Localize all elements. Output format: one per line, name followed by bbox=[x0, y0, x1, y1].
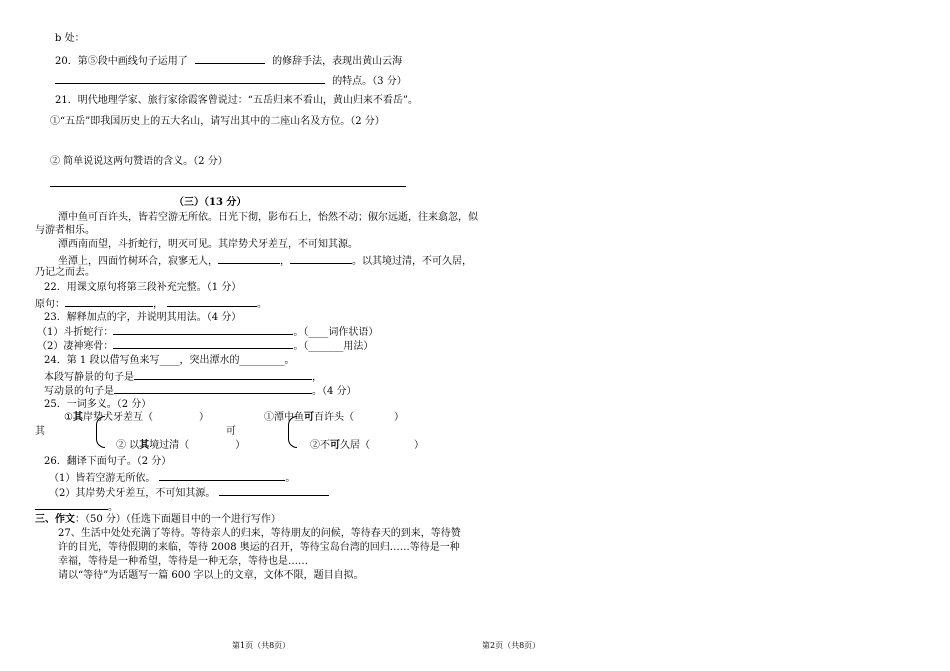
q23-2-label: （2）凄神寒骨： bbox=[37, 341, 114, 352]
q25-qi-word: 其 bbox=[35, 426, 45, 437]
q24-dynamic-label: 写动景的句子是 bbox=[44, 386, 114, 397]
q23-1-label: （1）斗折蛇行： bbox=[37, 327, 114, 338]
q26-item-2 bbox=[49, 485, 329, 500]
q26-1-text: （1）皆若空游无所依。 bbox=[49, 473, 156, 484]
q25-b2-close: ） bbox=[414, 440, 424, 451]
q26-item-1 bbox=[49, 470, 295, 485]
section-3-title: （三）（13 分） bbox=[174, 197, 247, 208]
q21-sub-1: ①“五岳”即我国历史上的五大名山，请写出其中的二座山名及方位。（2 分） bbox=[50, 116, 385, 127]
q25-qi-item-1 bbox=[64, 411, 209, 424]
question-22: 22．用课文原句将第三段补充完整。（1 分） bbox=[44, 282, 242, 293]
q25-a2-text: 境过清（ bbox=[149, 440, 190, 451]
q20-answer-blank-2[interactable] bbox=[55, 73, 325, 84]
passage-p3-end: 。以其境过清，不可久居， bbox=[352, 256, 472, 267]
q25-b2-word: 可 bbox=[330, 440, 340, 451]
q24-static-end: ， bbox=[312, 372, 322, 383]
q26-2-blank[interactable] bbox=[219, 485, 329, 496]
q21-intro: 21．明代地理学家、旅行家徐霞客曾说过：“五岳归来不看山，黄山归来不看岳”。 bbox=[55, 95, 418, 106]
q23-item-1 bbox=[37, 324, 378, 339]
q25-b1-num: ①潭中鱼 bbox=[264, 412, 304, 423]
footer-page-left: 第1页（共8页） bbox=[232, 641, 291, 650]
q20-text-b: 的修辞手法，表现出黄山云海 bbox=[272, 56, 403, 67]
question-23: 23．解释加点的字，并说明其用法。（4 分） bbox=[44, 312, 242, 323]
q24-static-label: 本段写静景的句子是 bbox=[44, 372, 134, 383]
q22-label: 原句： bbox=[35, 299, 65, 310]
q22-sep: ， bbox=[153, 299, 163, 310]
passage-blank-1[interactable] bbox=[218, 253, 280, 264]
q26-1-blank[interactable] bbox=[159, 470, 285, 481]
q19-b-label: b 处： bbox=[55, 33, 85, 44]
passage-p3-line1 bbox=[58, 253, 472, 268]
passage-p1-line1: 潭中鱼可百许头，皆若空游无所依。日光下彻，影布石上，怡然不动；俶尔远逝，往来翕忽，似 bbox=[58, 212, 478, 223]
q26-2-blank-cont[interactable] bbox=[35, 499, 108, 510]
q24-dynamic-blank[interactable] bbox=[114, 383, 312, 394]
q24-static-blank[interactable] bbox=[134, 369, 312, 380]
question-24: 24．第 1 段以借写鱼来写____，突出潭水的_________。 bbox=[44, 355, 295, 366]
question-26: 26．翻译下面句子。（2 分） bbox=[44, 456, 172, 467]
q22-blank-1[interactable] bbox=[65, 296, 153, 307]
q26-item-2-cont bbox=[35, 499, 118, 514]
q25-b2-num: ②不 bbox=[310, 440, 330, 451]
q23-item-2 bbox=[37, 338, 373, 353]
q20-text-c: 的特点。（3 分） bbox=[332, 76, 407, 87]
q25-a2-num: ② 以 bbox=[116, 440, 140, 451]
q25-a1-text: 岸势犬牙差互（ bbox=[82, 412, 153, 423]
passage-p3-text: 坐潭上，四面竹树环合，寂寥无人， bbox=[58, 256, 218, 267]
question-20 bbox=[55, 53, 402, 68]
q25-a1-num: ① bbox=[64, 412, 73, 423]
q24-static-row bbox=[44, 369, 322, 384]
q25-b1-word: 可 bbox=[304, 412, 314, 423]
q23-2-blank[interactable] bbox=[113, 338, 293, 349]
q25-a1-word: 其 bbox=[72, 412, 83, 423]
q26-2-end: 。 bbox=[108, 502, 118, 513]
q25-a1-close: ） bbox=[198, 412, 209, 423]
q26-2-text: （2）其岸势犬牙差互，不可知其源。 bbox=[49, 488, 216, 499]
q24-dynamic-row bbox=[44, 383, 357, 398]
essay-prompt-line3: 幸福，等待是一种希望，等待是一种无奈，等待也是…… bbox=[58, 556, 308, 567]
section-4-heading bbox=[35, 513, 281, 526]
essay-prompt-line2: 许的目光，等待假期的来临，等待 2008 奥运的召开，等待宝岛台湾的回归……等待是一种 bbox=[58, 542, 460, 553]
footer-page-right: 第2页（共8页） bbox=[482, 641, 541, 650]
section-4-label: 三、作文 bbox=[35, 514, 75, 525]
passage-p3-line2: 乃记之而去。 bbox=[35, 267, 95, 278]
q22-blank-2[interactable] bbox=[167, 296, 257, 307]
q20-answer-blank-1[interactable] bbox=[195, 53, 265, 64]
question-20-cont bbox=[55, 73, 407, 88]
q21-sub-2: ② 简单说说这两句赞语的含义。（2 分） bbox=[50, 156, 228, 167]
q26-1-end: 。 bbox=[285, 473, 296, 484]
passage-blank-2[interactable] bbox=[290, 253, 352, 264]
q25-b1-close: ） bbox=[394, 412, 404, 423]
section-4-instructions: ：（50 分）（任选下面题目中的一个进行写作） bbox=[75, 514, 281, 525]
q25-qi-item-2 bbox=[116, 439, 245, 452]
q22-end: 。 bbox=[257, 299, 267, 310]
essay-prompt-line4: 请以“等待”为话题写一篇 600 字以上的文章，文体不限，题目自拟。 bbox=[58, 570, 364, 581]
q23-1-end: 。（____词作状语） bbox=[293, 327, 379, 338]
question-25: 25．一词多义。（2 分） bbox=[44, 399, 152, 410]
essay-prompt-line1: 27、生活中处处充满了等待。等待亲人的归来，等待朋友的问候，等待春天的到来，等待赞 bbox=[58, 528, 461, 539]
q25-ke-word: 可 bbox=[226, 426, 236, 437]
q25-a2-close: ） bbox=[235, 440, 246, 451]
q20-text-a: 20．第⑤段中画线句子运用了 bbox=[55, 56, 188, 67]
passage-p1-line2: 与游者相乐。 bbox=[35, 225, 95, 236]
q22-answer-row bbox=[35, 296, 267, 311]
q25-ke-item-2 bbox=[310, 439, 424, 452]
q25-a2-word: 其 bbox=[139, 440, 150, 451]
q21-answer-line[interactable] bbox=[50, 186, 406, 187]
passage-sep: ， bbox=[280, 256, 290, 267]
q23-1-blank[interactable] bbox=[113, 324, 293, 335]
q25-b2-text: 久居（ bbox=[340, 440, 370, 451]
passage-p2: 潭西南而望，斗折蛇行，明灭可见。其岸势犬牙差互，不可知其源。 bbox=[58, 239, 358, 250]
q23-2-end: 。（_______用法） bbox=[293, 341, 374, 352]
q24-dynamic-end: 。（4 分） bbox=[312, 386, 357, 397]
q25-b1-text: 百许头（ bbox=[314, 412, 354, 423]
q25-ke-item-1 bbox=[264, 411, 404, 424]
